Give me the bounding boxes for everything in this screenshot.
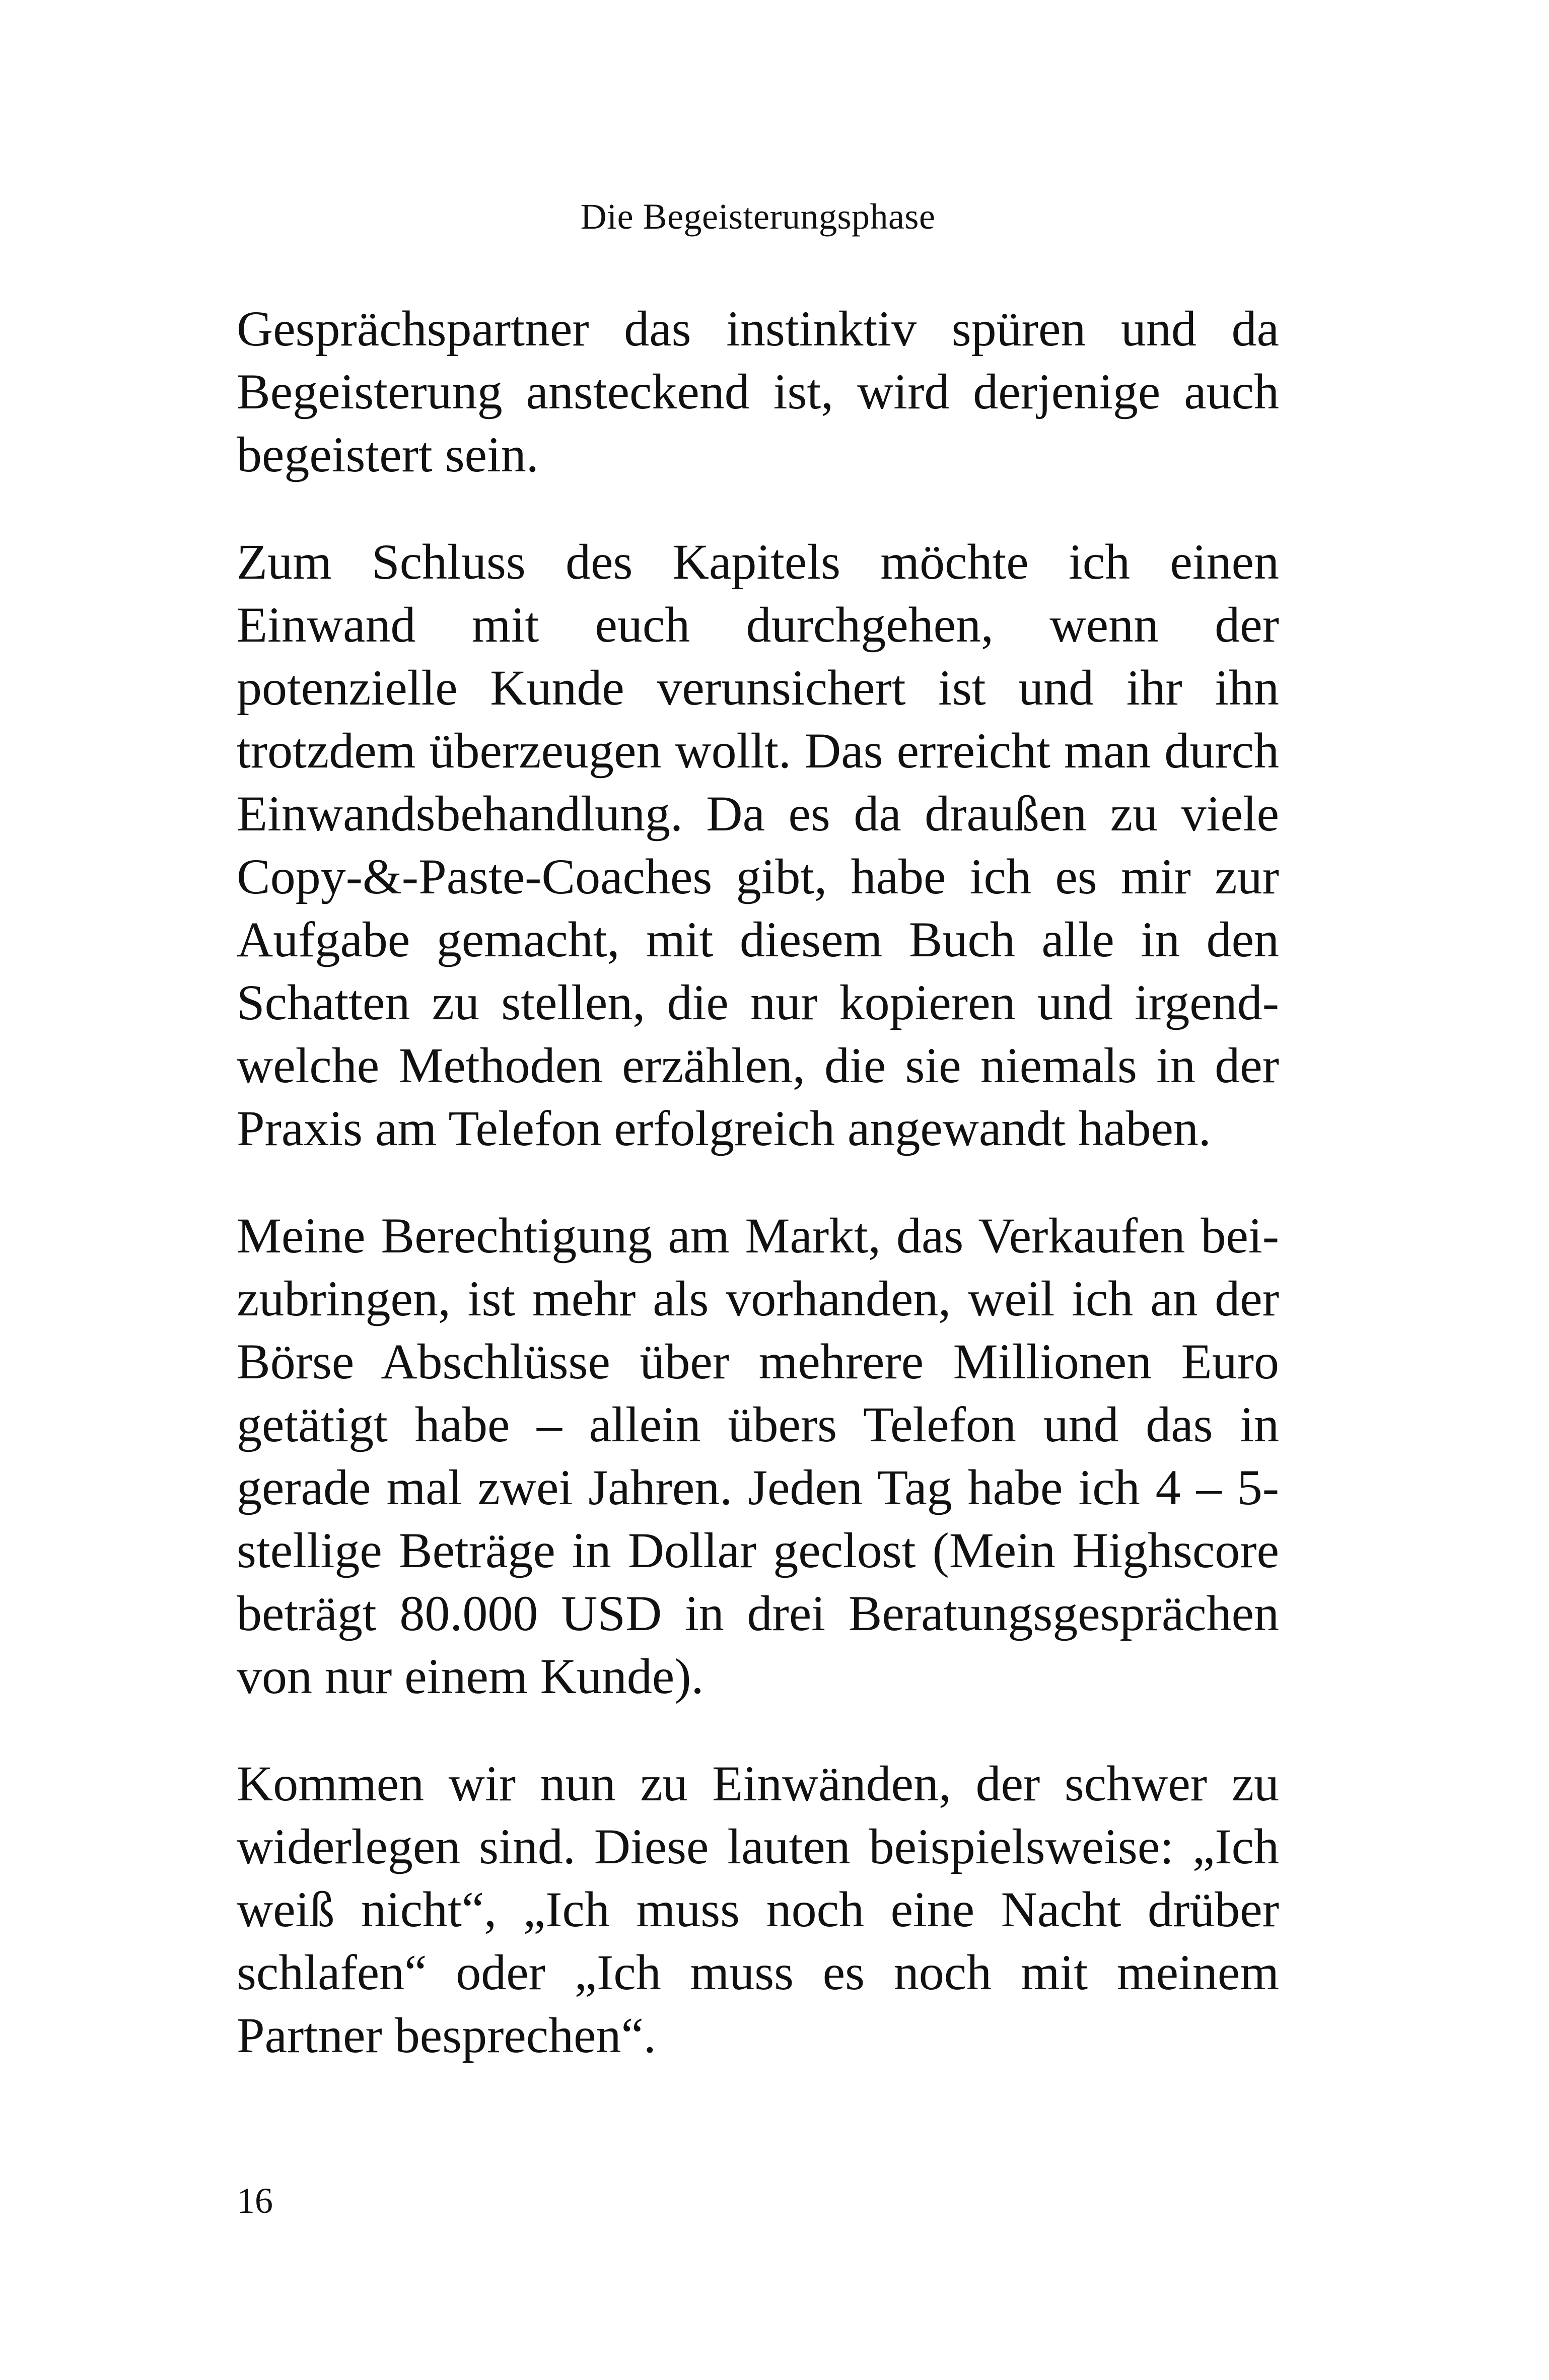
- paragraph: Zum Schluss des Kapitels möchte ich einen Einwand mit euch durchgehen, wenn der potenzielle Kunde verunsichert ist und ihr ihn trotzdem überzeugen wollt. Das erreicht man durch Einwandsbehandlung. Da es da draußen zu viele Copy-&-Paste-Coaches gibt, habe ich es mir zur Aufgabe gemacht, mit diesem Buch alle in den Schatten zu stellen, die nur kopieren und irgendwelche Methoden erzählen, die sie niemals in der Praxis am Telefon erfolgreich angewandt haben.: [237, 534, 1279, 1156]
- page-number: 16: [237, 2181, 273, 2221]
- paragraph: Meine Berechtigung am Markt, das Verkaufen beizubringen, ist mehr als vorhanden, weil ich an der Börse Abschlüsse über mehrere Millionen Euro getätigt habe – allein übers Telefon und das in gerade mal zwei Jahren. Jeden Tag habe ich 4 – 5-stellige Beträge in Dollar geclost (Mein Highscore beträgt 80.000 USD in drei Beratungsgesprächen von nur einem Kunde).: [237, 1208, 1279, 1704]
- paragraph: Gesprächspartner das instinktiv spüren und da Begeisterung ansteckend ist, wird derjenige auch begeistert sein.: [237, 301, 1279, 482]
- running-header: Die Begeisterungsphase: [580, 196, 936, 237]
- body-text: [237, 297, 1279, 2111]
- paragraph: Kommen wir nun zu Einwänden, der schwer zu widerlegen sind. Diese lauten beispielsweise: „Ich weiß nicht“, „Ich muss noch eine Nacht drüber schlafen“ oder „Ich muss es noch mit meinem Partner besprechen“.: [237, 1756, 1279, 2063]
